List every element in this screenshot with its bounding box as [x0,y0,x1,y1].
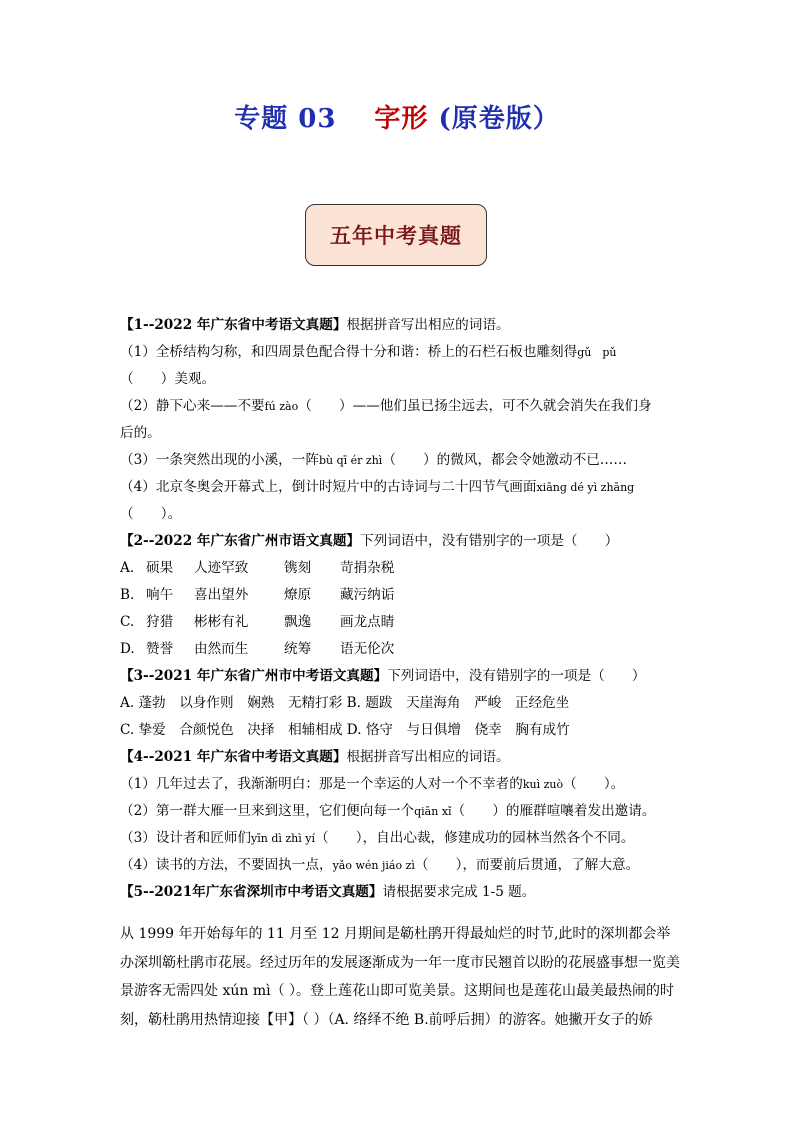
q4-item3-pinyin: yīn dì zhì yí [251,832,315,845]
q1-item2-line-a [120,393,680,420]
q2-option-word: 藏污纳诟 [340,587,395,603]
q2-option-word: 飘逸 [284,614,312,630]
q4-item3-pre: （3）设计者和匠师们 [120,830,251,846]
q1-item1-text: （1）全桥结构匀称，和四周景色配合得十分和谐：桥上的石栏石板也雕刻得 [120,344,578,360]
q3-options-row1: A. 蓬勃 以身作则 娴熟 无精打彩 B. 题跋 天崖海角 严峻 正经危坐 [120,695,570,711]
q2-option-c [120,609,680,636]
q4-item2-pinyin: qiān xǐ [414,805,452,818]
questions [120,312,680,906]
q2-option-word: 燎原 [284,587,312,603]
q2-option-label: B. [120,587,135,603]
q1-item1-pinyin: gǔ pǔ [577,346,617,359]
q2-option-word: 苛捐杂税 [340,560,395,576]
q2-option-b [120,582,680,609]
q4-item2-line [120,798,680,825]
q1-item4-text: （4）北京冬奥会开幕式上，倒计时短片中的古诗词与二十四节气画面 [120,479,537,495]
q2-option-word: 赞誉 [146,641,174,657]
q1-item2-pinyin: fú zào [264,400,299,413]
q3-options-row2: C. 挚爱 合颜悦色 决择 相辅相成 D. 恪守 与日俱增 侥幸 胸有成竹 [120,722,570,738]
q1-item4-line-a [120,474,680,501]
q1-header [120,312,680,339]
q3-prompt: 下列词语中，没有错别字的一项是（ ） [387,668,646,684]
q4-item3-post: （ ），自出心裁，修建成功的园林当然各个不同。 [315,830,635,846]
q1-source: 【1--2022 年广东省中考语文真题】 [120,317,347,333]
q2-option-word: 硕果 [146,560,174,576]
q5-prompt: 请根据要求完成 1-5 题。 [382,884,536,900]
q4-item4-pre: （4）读书的方法，不要固执一点， [120,857,333,873]
q5-passage [120,920,680,1034]
title-topic-number: 专题 03 [234,104,337,134]
q1-item1-line-a [120,339,680,366]
q2-prompt: 下列词语中，没有错别字的一项是（ ） [360,533,619,549]
q2-option-word: 画龙点睛 [340,614,395,630]
q1-item3-line [120,447,680,474]
q5-passage-line: 景游客无需四处 xún mì（ ）。登上莲花山即可览美景。这期间也是莲花山最美最热闹的时 [120,983,675,999]
q1-prompt: 根据拼音写出相应的词语。 [346,317,510,333]
q2-option-word: 彬彬有礼 [194,614,249,630]
q4-item1-line [120,771,680,798]
q4-item1-pre: （1）几年过去了，我渐渐明白：那是一个幸运的人对一个不幸者的 [120,776,523,792]
q2-option-label: D. [120,641,135,657]
q2-options [120,555,680,663]
q4-source: 【4--2021 年广东省中考语文真题】 [120,749,347,765]
q1-item4-pinyin: xiāng dé yì zhāng [536,481,635,494]
q2-option-word: 语无伦次 [340,641,395,657]
q1-item3-pre: （3）一条突然出现的小溪，一阵 [120,452,319,468]
page-title [0,98,794,135]
q1-item3-pinyin: bù qī ér zhì [318,454,383,467]
q2-option-word: 狩猎 [146,614,174,630]
q2-option-word: 响午 [146,587,174,603]
q1-item1-line-b: （ ）美观。 [120,371,216,387]
q4-prompt: 根据拼音写出相应的词语。 [346,749,510,765]
q2-option-a [120,555,680,582]
q5-passage-line: 从 1999 年开始每年的 11 月至 12 月期间是簕杜鹃开得最灿烂的时节,此时的深圳都会举 [120,926,671,942]
q4-item4-line [120,852,680,879]
q5-source: 【5--2021年广东省深圳市中考语文真题】 [120,884,383,900]
q4-item2-pre: （2）第一群大雁一旦来到这里，它们便向每一个 [120,803,415,819]
q5-passage-line: 刻，簕杜鹃用热情迎接【甲】（ ）（A. 络绎不绝 B.前呼后拥）的游客。她撇开女子的娇 [120,1011,653,1028]
q2-header [120,528,680,555]
q2-option-word: 人迹罕致 [194,560,249,576]
q4-header [120,744,680,771]
section-badge: 五年中考真题 [305,204,487,266]
q3-header [120,663,680,690]
q5-header [120,879,680,906]
q1-item2-pre: （2）静下心来——不要 [120,398,265,414]
q2-source: 【2--2022 年广东省广州市语文真题】 [120,533,361,549]
title-topic-name: 字形 [374,104,429,134]
q1-item2-line-b: 后的。 [120,425,161,441]
q2-option-word: 镌刻 [284,560,312,576]
q4-item2-post: （ ）的雁群喧嚷着发出邀请。 [451,803,656,819]
q4-item1-pinyin: kuì zuò [522,778,564,791]
q4-item3-line [120,825,680,852]
q4-item1-post: （ ）。 [563,776,625,792]
q2-option-label: A. [120,560,135,576]
q3-source: 【3--2021 年广东省广州市中考语文真题】 [120,668,388,684]
q1-item3-post: （ ）的微风，都会令她激动不已…… [382,452,627,468]
q2-option-word: 由然而生 [194,641,249,657]
title-edition: (原卷版） [428,104,560,134]
q2-option-label: C. [120,614,135,630]
q5-passage-line: 办深圳簕杜鹃市花展。经过历年的发展逐渐成为一年一度市民翘首以盼的花展盛事想一览美 [120,954,680,971]
q1-item4-line-b: （ ）。 [120,506,182,522]
q4-item4-post: （ ），而要前后贯通，了解大意。 [414,857,640,873]
q4-item4-pinyin: yǎo wén jiáo zì [332,859,415,872]
q2-option-d [120,636,680,663]
q2-option-word: 统筹 [284,641,312,657]
q2-option-word: 喜出望外 [194,587,249,603]
q1-item2-post: （ ）——他们虽已扬尘远去，可不久就会消失在我们身 [298,398,652,414]
